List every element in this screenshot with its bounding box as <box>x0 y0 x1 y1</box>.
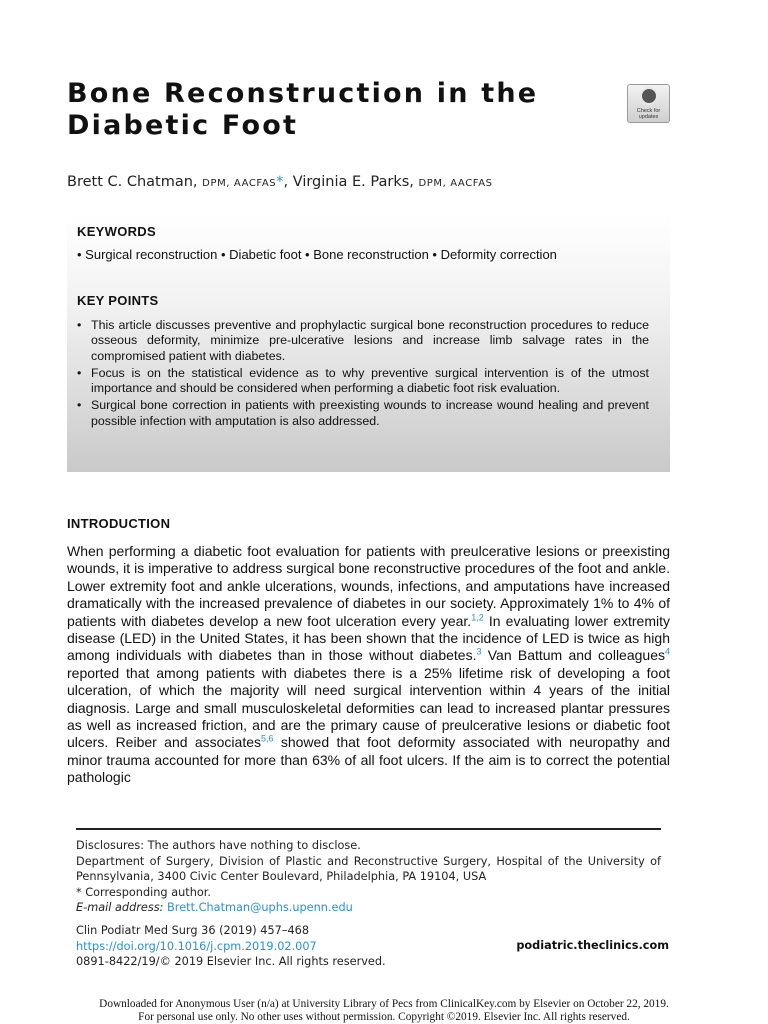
reference-link[interactable]: 4 <box>665 646 671 657</box>
affiliation: Department of Surgery, Division of Plastic and Reconstructive Surgery, Hospital of the University of Pennsylvania, 3400 Civic Center Boulevard, Philadelphia, PA 19104, USA <box>76 854 661 883</box>
corresponding-author-mark[interactable]: * <box>276 174 284 190</box>
intro-text: Van Battum and colleagues <box>481 647 665 664</box>
author-line <box>67 174 493 190</box>
key-point-item: • Focus is on the statistical evidence as to why preventive surgical intervention is of the utmost importance and should be considered when performing a diabetic foot risk evaluation. <box>77 366 649 397</box>
disclosures: Disclosures: The authors have nothing to disclose. <box>76 839 361 852</box>
email-line <box>76 900 661 916</box>
copyright-line: 0891-8422/19/© 2019 Elsevier Inc. All rights reserved. <box>76 955 386 968</box>
article-title: Bone Reconstruction in the Diabetic Foot <box>67 78 539 141</box>
key-point-item: • This article discusses preventive and prophylactic surgical bone reconstruction procedures to reduce osseous deformity, minimize pre-ulcerative lesions and increase limb salvage rates in the compromised patient with diabetes. <box>77 318 649 364</box>
check-for-updates-badge[interactable] <box>627 84 670 123</box>
introduction-heading: INTRODUCTION <box>67 516 171 531</box>
check-updates-icon <box>640 87 658 105</box>
reference-link[interactable]: 1,2 <box>471 611 484 622</box>
download-notice-line: Downloaded for Anonymous User (n/a) at University Library of Pecs from ClinicalKey.com by Elsevier on October 22, 2019. <box>99 998 669 1010</box>
check-badge-label: Check for updates <box>636 108 661 120</box>
author-separator: , <box>283 174 293 190</box>
author-1-name: Brett C. Chatman, <box>67 174 203 190</box>
intro-text: reported that among patients with diabetes there is a 25% lifetime risk of developing a foot ulceration, of which the majority will need surgical intervention within 4 years of the initial diagnosis. Large and small musculoskeletal deformities can lead to increased plantar pressures as well as increased friction, and are the primary cause of preulcerative lesions or diabetic foot ulcers. Reiber and associates <box>67 664 670 751</box>
author-1-degrees: DPM, AACFAS <box>202 178 277 189</box>
journal-citation: Clin Podiatr Med Surg 36 (2019) 457–468 <box>76 924 310 937</box>
journal-site-link[interactable]: podiatric.theclinics.com <box>516 939 669 952</box>
footnote-divider <box>76 828 661 830</box>
doi-link[interactable]: https://doi.org/10.1016/j.cpm.2019.02.007 <box>76 939 317 953</box>
author-2-degrees: DPM, AACFAS <box>418 178 493 189</box>
keywords-heading: KEYWORDS <box>77 224 156 239</box>
key-points-heading: KEY POINTS <box>77 293 159 308</box>
key-points-list <box>77 318 649 431</box>
keywords-list: • Surgical reconstruction • Diabetic foot • Bone reconstruction • Deformity correction <box>77 247 557 262</box>
corresponding-author-note: * Corresponding author. <box>76 885 211 899</box>
email-link[interactable]: Brett.Chatman@uphs.upenn.edu <box>167 901 353 914</box>
footnotes <box>76 838 661 916</box>
reference-link[interactable]: 5,6 <box>261 733 274 744</box>
email-label: E-mail address: <box>76 901 164 914</box>
intro-text: In evaluating lower extremity disease (LED) in the United States, it has been shown that the incidence of LED is twice as high among individuals with diabetes than in those without diabetes. <box>67 612 670 664</box>
author-2-name: Virginia E. Parks, <box>292 174 419 190</box>
download-notice <box>0 998 768 1023</box>
download-notice-line: For personal use only. No other uses without permission. Copyright ©2019. Elsevier Inc. All rights reserved. <box>138 1010 630 1023</box>
introduction-paragraph <box>67 543 670 787</box>
keywords-keypoints-box <box>67 212 670 472</box>
reference-link[interactable]: 3 <box>476 646 482 657</box>
intro-text: showed that foot deformity associated with neuropathy and minor trauma accounted for more than 63% of all foot ulcers. If the aim is to correct the potential pathologic <box>67 734 670 786</box>
intro-text: When performing a diabetic foot evaluation for patients with preulcerative lesions or preexisting wounds, it is imperative to address surgical bone reconstructive procedures of the foot and ankle. Lower extremity foot and ankle ulcerations, wounds, infections, and amputations have increased dramatically with the increased prevalence of diabetes in our society. Approximately 1% to 4% of patients with diabetes develop a new foot ulceration every year. <box>67 543 670 629</box>
key-point-item: • Surgical bone correction in patients with preexisting wounds to increase wound healing and prevent possible infection with amputation is also addressed. <box>77 398 649 429</box>
